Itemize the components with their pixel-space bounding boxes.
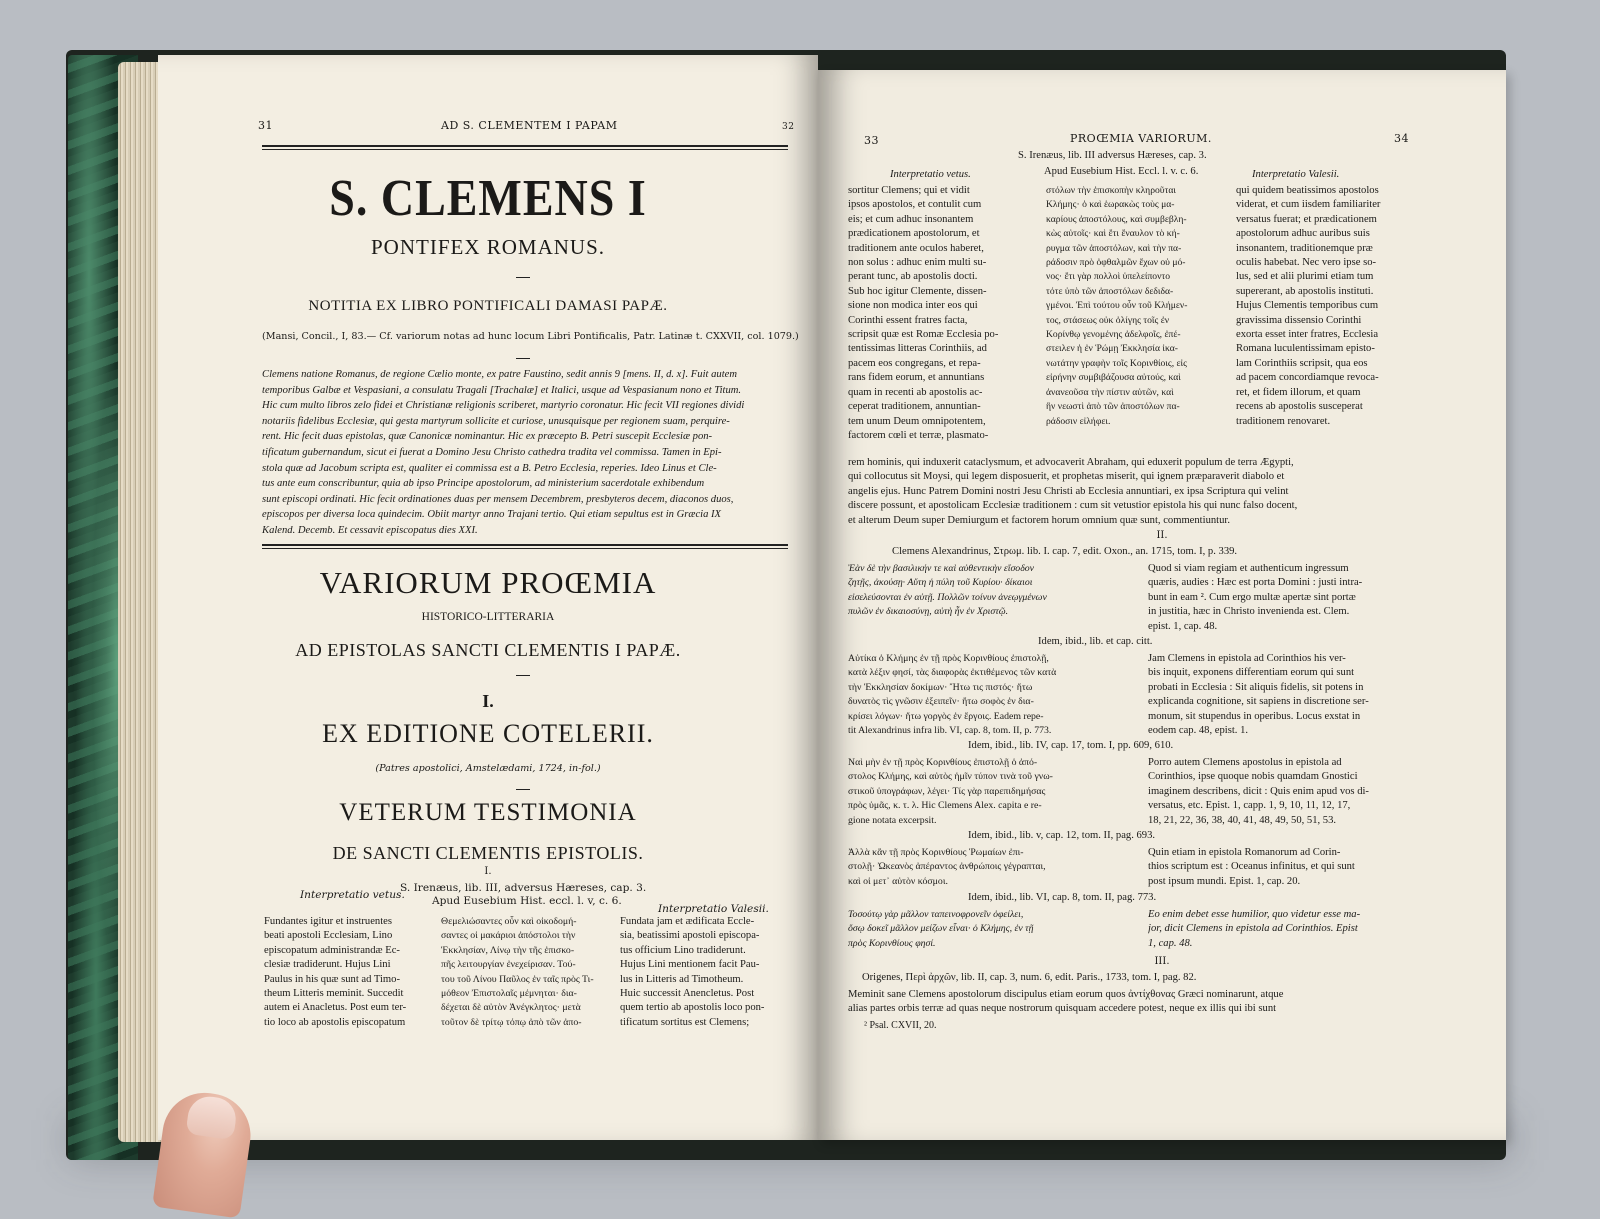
text-line: sione non modica inter eos qui [848, 300, 978, 312]
irenaeus-ref: S. Irenæus, lib. III, adversus Hæreses, cap. 3. [400, 882, 647, 894]
text-line: γμένοι. Ἐπὶ τούτου οὖν τοῦ Κλήμεν- [1046, 300, 1188, 312]
text-line: insonantem, traditionemque præ [1236, 242, 1373, 254]
interpretatio-vetus-label: Interpretatio vetus. [890, 169, 971, 180]
idem-ref-4: Idem, ibid., lib. VI, cap. 8, tom. II, pag. 773. [968, 892, 1157, 903]
text-line: traditionem ante oculos haberet, [848, 242, 984, 254]
text-line: τότε ὑπὸ τῶν ἀποστόλων δεδιδα- [1046, 285, 1174, 297]
idem-ref-3: Idem, ibid., lib. v, cap. 12, tom. II, pag. 693. [968, 830, 1156, 841]
text-line: Meminit sane Clemens apostolorum discipulus etiam eorum quos ἀντίχθονας Græci nominarunt, atque [848, 989, 1284, 1000]
divider [516, 358, 530, 359]
text-line: gravissima dissensio Corinthi [1236, 314, 1362, 326]
text-line: beati apostoli Ecclesiam, Lino [264, 930, 393, 942]
text-line: Corinthi essent fratres facta, [848, 314, 968, 326]
text-line: non solus : adhuc enim multi su- [848, 257, 987, 269]
text-line: Κλήμης· ὁ καὶ ἑωρακὼς τοὺς μα- [1046, 199, 1175, 211]
text-line: Romana luculentissimam episto- [1236, 343, 1375, 355]
text-line: Τοσούτῳ γὰρ μᾶλλον ταπεινοφρονεῖν ὀφείλει, [848, 909, 1024, 920]
text-line: monum, sit stupendus in operibus. Locus exstat in [1148, 710, 1361, 722]
text-line: στολῇ· Ὠκεανὸς ἀπέραντος ἀνθρώποις γέγραπται, [848, 861, 1046, 873]
text-line: Kalend. Decemb. Et cessavit episcopatus dies XXI. [262, 524, 478, 536]
text-line: in justitia, hæc in Christo invenienda est. Clem. [1148, 606, 1350, 618]
text-line: probati in Ecclesia : Sit aliquis fidelis, sit potens in [1148, 681, 1364, 693]
text-line: sunt episcopi ordinati. Hic fecit ordinationes duas per mensem Decembrem, presbyteros decem, diaconos duos, [262, 493, 734, 505]
page-number-left: 33 [864, 134, 879, 147]
text-line: δυνατὸς τὶς γνῶσιν ἐξειπεῖν· ἤτω σοφὸς ἐν δια- [848, 696, 1034, 708]
text-line: 1, cap. 48. [1148, 937, 1193, 949]
text-line: Sub hoc igitur Clemente, dissen- [848, 285, 987, 297]
section-number-iii: III. [1154, 956, 1170, 967]
text-line: Κορίνθῳ γενομένης ἀδελφοῖς, ἐπέ- [1046, 329, 1181, 341]
column-latin-valesii [1236, 184, 1412, 429]
text-line: στειλεν ἡ ἐν Ῥώμῃ Ἐκκλησία ἱκα- [1046, 343, 1178, 355]
text-line: apostolorum adhuc auribus suis [1236, 228, 1370, 240]
running-title: PROŒMIA VARIORUM. [1070, 132, 1212, 145]
text-line: factorem cœli et terræ, plasmato- [848, 429, 989, 441]
text-line: ret, et fidem illorum, et quam [1236, 386, 1361, 398]
text-line: clesiæ tradiderunt. Hujus Lini [264, 959, 391, 971]
text-line: lus, sed et alii plurimi etiam tum [1236, 271, 1374, 283]
running-title: AD S. CLEMENTEM I PAPAM [441, 119, 618, 132]
text-line: Quod si viam regiam et authenticum ingressum [1148, 563, 1349, 574]
text-line: στολος Κλήμης, καὶ αὐτὸς ἡμῖν τύπον τινὰ τοῦ γνω- [848, 771, 1053, 783]
origenes-ref: Origenes, Περὶ ἀρχῶν, lib. II, cap. 3, num. 6, edit. Paris., 1733, tom. I, pag. 82. [862, 972, 1197, 983]
right-page [818, 70, 1506, 1140]
text-line: et alterum Deum super Demiurgum et factorem horum omnium quæ sunt, commentiuntur. [848, 514, 1230, 526]
text-line: discere possunt, et apostolicam Ecclesiæ traditionem : cum sit vetustior epistola his qui nunc falso docent, [848, 500, 1298, 512]
text-line: qui collocutus sit Moysi, qui legem disposuerit, et prophetas miserit, qui ignem præparaverit diabolo et [848, 471, 1285, 483]
text-line: στικοῦ ὑπογράφων, λέγει· Τίς γὰρ παρεπιδημήσας [848, 785, 1046, 797]
text-line: Ἐὰν δὲ τὴν βασιλικήν τε καὶ αὐθεντικὴν εἴσοδον [848, 563, 1035, 574]
text-line: κὼς αὐτοῖς· καὶ ἔτι ἔναυλον τὸ κή- [1046, 228, 1180, 240]
text-line: ipsos apostolos, et contulit cum [848, 199, 982, 211]
irenaeus-ref: S. Irenæus, lib. III adversus Hæreses, cap. 3. [1018, 150, 1207, 161]
text-line: ἀνανεοῦσα τὴν πίστιν αὐτῶν, καὶ [1046, 386, 1174, 398]
section-number-ii: II. [1156, 530, 1168, 541]
greek-block-4 [848, 846, 1138, 889]
idem-ref-1: Idem, ibid., lib. et cap. citt. [1038, 636, 1153, 647]
text-line: theum Litteris meminit. Succedit [264, 988, 404, 1000]
text-line: Αὐτίκα ὁ Κλήμης ἐν τῇ πρὸς Κορινθίους ἐπιστολῇ, [848, 653, 1049, 664]
text-line: recens ab apostolis susceperat [1236, 401, 1363, 413]
text-line: Ναὶ μὴν ἐν τῇ πρὸς Κορινθίους ἐπιστολῇ ὁ ἀπό- [848, 757, 1038, 768]
text-line: πρὸς ὑμᾶς, κ. τ. λ. Hic Clemens Alex. capita e re- [848, 800, 1042, 812]
text-line: νωτάτην γραφὴν τοῖς Κορινθίοις, εἰς [1046, 357, 1187, 369]
text-line: Hic cum multo libros zelo fidei et Christianæ religionis scriberet, martyrio coronatur. Hic fecit VII regiones dividi [262, 400, 745, 412]
notitia-heading: NOTITIA EX LIBRO PONTIFICALI DAMASI PAPÆ. [308, 298, 668, 314]
greek-block-5 [848, 908, 1138, 951]
text-line: angelis ejus. Hunc Patrem Domini nostri Jesu Christi ab Ecclesia annuntiari, ex ipsa Scriptura qui velint [848, 485, 1289, 497]
subtitle: PONTIFEX ROMANUS. [370, 235, 606, 259]
page-number-left: 31 [258, 119, 273, 132]
latin-block-5 [1148, 908, 1412, 951]
text-line: quæris, audies : Hæc est porta Domini : justi intra- [1148, 577, 1363, 589]
text-line: eis; et cum adhuc insonantem [848, 213, 974, 225]
text-line: tus officium Lino tradiderunt. [620, 944, 746, 956]
text-line: Paulus in his quæ sunt ad Timo- [264, 973, 400, 985]
text-line: τοῦτον δὲ τρίτῳ τόπῳ ἀπὸ τῶν ἀπο- [441, 1016, 582, 1028]
text-line: πρὸς Κορινθίους φησί. [848, 937, 936, 949]
text-line: prædicationem apostolorum, et [848, 228, 980, 240]
latin-block-3 [1148, 756, 1412, 828]
text-line: scripsit quæ est Romæ Ecclesia po- [848, 329, 999, 341]
text-line: exorta esset inter fratres, Ecclesia [1236, 329, 1379, 341]
text-line: tio loco ab apostolis episcopatum [264, 1016, 406, 1028]
page-number-right: 32 [782, 122, 795, 132]
text-line: πῆς λειτουργίαν ἐνεχείρισαν. Τού- [441, 959, 576, 971]
text-line: ράδοσιν πρὸ ὀφθαλμῶν ἔχων οὐ μό- [1046, 257, 1186, 269]
text-line: versatus fuerat; et prædicationem [1236, 213, 1377, 225]
text-line: rem hominis, qui induxerit cataclysmum, et advocaverit Abraham, qui eduxerit populum de terra Ægypti, [848, 457, 1294, 468]
text-line: epist. 1, cap. 48. [1148, 620, 1218, 632]
text-line: καὶ οἱ μετ᾽ αὐτὸν κόσμοι. [848, 875, 948, 887]
latin-block-4 [1148, 846, 1412, 889]
text-line: Eo enim debet esse humilior, quo videtur esse ma- [1148, 909, 1361, 920]
proemia-sub1: HISTORICO-LITTERARIA [421, 611, 555, 623]
interpretatio-vetus-label: Interpretatio vetus. [300, 889, 405, 901]
text-line: Jam Clemens in epistola ad Corinthios his ver- [1148, 653, 1346, 664]
text-line: Huic successit Anencletus. Post [620, 988, 755, 1000]
text-line: bunt in eam ². Cum ergo multæ apertæ sint portæ [1148, 591, 1356, 603]
text-line: bis inquit, exponens differentiam eorum qui sunt [1148, 667, 1355, 679]
text-line: perant tunc, ab apostolis docti. [848, 271, 978, 283]
text-line: καρίους ἀποστόλους, καὶ συμβεβλη- [1046, 213, 1187, 225]
testimonia-number: I. [484, 866, 492, 877]
text-line: sortitur Clemens; qui et vidit [848, 185, 970, 196]
text-line: quam in recenti ab apostolis ac- [848, 386, 983, 398]
notitia-text [262, 367, 790, 539]
text-line: tus ante eum conscribuntur, quia ab ipso Principe apostolorum, ad ministerium sacerdotale exhibendum [262, 478, 705, 490]
text-line: Ἐκκλησίαν, Λίνῳ τὴν τῆς ἐπισκο- [441, 944, 575, 956]
testimonia-subtitle: DE SANCTI CLEMENTIS EPISTOLIS. [332, 843, 644, 863]
eusebius-ref: Apud Eusebium Hist. eccl. l. v, c. 6. [432, 895, 622, 907]
text-line: episcopos per diversa loca quindecim. Obiit martyr anno Trajani tertio. Qui etiam sepultus est in Græcia IX [262, 509, 722, 521]
text-line: ζητῇς, ἀκούσῃ· Αὕτη ἡ πύλη τοῦ Κυρίου· δίκαιοι [848, 577, 1033, 589]
text-line: notariis fidelibus Ecclesiæ, qui gesta martyrum sollicite et curiose, unusquisque per regionem suam, perquire- [262, 415, 730, 427]
text-line: thios scriptum est : Oceanus infinitus, et qui sunt [1148, 861, 1355, 873]
text-line: νος· ἔτι γὰρ πολλοὶ ὑπελείποντο [1046, 271, 1171, 283]
text-line: μόθεον Ἐπιστολαῖς μέμνηται· δια- [441, 988, 577, 1000]
text-line: tit Alexandrinus infra lib. VI, cap. 8, tom. II, p. 773. [848, 725, 1052, 737]
text-line: τος, στάσεως οὐκ ὀλίγης τοῖς ἐν [1046, 314, 1170, 326]
text-line: traditionem renovaret. [1236, 415, 1331, 427]
text-line: oculis habebat. Nec vero ipse so- [1236, 257, 1377, 269]
text-line: rent. Hic fecit duas epistolas, quæ Canonicæ nominantur. Hic ex præcepto B. Petri suscepit Ecclesiæ pon- [262, 431, 713, 443]
idem-ref-2: Idem, ibid., lib. IV, cap. 17, tom. I, pp. 609, 610. [968, 740, 1174, 751]
header-rule [262, 145, 788, 150]
column-greek [1046, 184, 1234, 429]
interpretatio-valesii-label: Interpretatio Valesii. [1252, 169, 1340, 180]
text-line: supererant, ab apostolis instituti. [1236, 285, 1374, 297]
text-line: alias partes orbis terræ ad quas neque nostrorum quisquam accedere potest, neque ex illis qui ibi sunt [848, 1003, 1277, 1015]
text-line: σαντες οἱ μακάριοι ἀπόστολοι τὴν [441, 930, 576, 942]
text-line: Corinthios, ipse quoque nobis quamdam Gnostici [1148, 771, 1358, 783]
greek-block-2 [848, 652, 1138, 738]
text-line: κατὰ λέξιν φησί, τὰς διαφορὰς ἐκτιθέμενος τῶν κατὰ [848, 667, 1057, 679]
proemia-sub2: AD EPISTOLAS SANCTI CLEMENTIS I PAPÆ. [295, 640, 681, 660]
text-line: κρίσει λόγων· ἤτω γοργὸς ἐν ἔργοις. Eadem repe- [848, 710, 1044, 722]
text-line: Hujus Lini mentionem facit Pau- [620, 959, 760, 971]
section-title: EX EDITIONE COTELERII. [322, 719, 654, 748]
text-line: του τοῦ Λίνου Παῦλος ἐν ταῖς πρὸς Τι- [441, 973, 594, 985]
text-line: εἰρήνην συμβιβάζουσα αὐτούς, καὶ [1046, 372, 1181, 384]
text-line: Θεμελιώσαντες οὖν καὶ οἰκοδομή- [441, 916, 577, 927]
text-line: tificatum gubernandum, sicut ei fuerat a Domino Jesu Christo cathedra tradita vel commissa. Tamen in Epi- [262, 446, 722, 458]
page-title: S. CLEMENS I [329, 168, 647, 227]
final-text [848, 988, 1428, 1017]
eusebius-ref: Apud Eusebium Hist. Eccl. l. v. c. 6. [1044, 166, 1199, 177]
divider [516, 675, 530, 676]
text-line: δέχεται δὲ αὐτὸν Ἀνέγκλητος· μετὰ [441, 1002, 581, 1014]
column-latin-vetus [848, 184, 1044, 443]
text-line: qui quidem beatissimos apostolos [1236, 185, 1379, 196]
page-number-right: 34 [1394, 132, 1409, 145]
text-line: quem tertio ab apostolis loco pon- [620, 1002, 765, 1014]
text-line: tentissimas litteras Corinthiis, ad [848, 343, 987, 355]
text-line: Hujus Clementis temporibus cum [1236, 300, 1379, 312]
text-line: ρυγμα τῶν ἀποστόλων, καὶ τὴν πα- [1046, 242, 1182, 254]
text-line: Ἀλλὰ κἂν τῇ πρὸς Κορινθίους Ῥωμαίων ἐπι- [848, 847, 1024, 858]
text-line: tificatum sortitus est Clemens; [620, 1016, 750, 1028]
text-line: temporibus Galbæ et Vespasiani, a consulatu Tragali [Trachalæ] et Italici, usque ad Vespasianum nono et Titum. [262, 384, 742, 396]
text-line: 18, 21, 22, 36, 38, 40, 41, 48, 49, 50, 51, 53. [1148, 814, 1337, 826]
left-page [158, 55, 818, 1140]
column-latin-vetus [264, 915, 432, 1030]
text-line: pacem eos congregans, et repa- [848, 357, 981, 369]
clemens-alexandrinus-ref: Clemens Alexandrinus, Στρωμ. lib. I. cap. 7, edit. Oxon., an. 1715, tom. I, p. 339. [892, 546, 1238, 557]
text-line: τὴν Ἐκκλησίαν δοκίμων· Ἤτω τις πιστός· ἤτω [848, 681, 1033, 693]
text-line: ὅσῳ δοκεῖ μᾶλλον μείζων εἶναι· ὁ Κλήμης, ἐν τῇ [848, 923, 1034, 935]
text-line: post ipsum mundi. Epist. 1, cap. 20. [1148, 875, 1301, 887]
testimonia-title: VETERUM TESTIMONIA [339, 799, 637, 826]
latin-block-1 [1148, 562, 1412, 634]
section-rule [262, 544, 788, 549]
greek-block-3 [848, 756, 1138, 828]
text-line: lam Corinthiis scripsit, qua eos [1236, 357, 1368, 369]
text-line: πυλῶν ἐν δικαιοσύνῃ, αὐτὴ ἦν ἐν Χριστῷ. [848, 606, 1009, 618]
text-line: Clemens natione Romanus, de regione Cælio monte, ex patre Faustino, sedit annis 9 [mens. II, d. x]. Fuit autem [262, 369, 737, 380]
full-width-text [848, 456, 1412, 528]
proemia-title: VARIORUM PROŒMIA [319, 565, 657, 600]
text-line: Fundantes igitur et instruentes [264, 916, 392, 927]
latin-block-2 [1148, 652, 1412, 738]
text-line: versatus, etc. Epist. 1, capp. 1, 9, 10, 11, 12, 17, [1148, 800, 1351, 812]
text-line: ἣν νεωστὶ ἀπὸ τῶν ἀποστόλων πα- [1046, 401, 1180, 413]
column-greek [441, 915, 613, 1030]
text-line: viderat, et cum iisdem familiariter [1236, 199, 1381, 211]
text-line: Porro autem Clemens apostolus in epistola ad [1148, 757, 1342, 768]
text-line: ράδοσιν εἰλήφει. [1046, 415, 1111, 427]
text-line: sia, beatissimi apostoli episcopa- [620, 930, 760, 942]
divider [516, 277, 530, 278]
text-line: imaginem describens, dicit : Quis enim apud vos di- [1148, 785, 1369, 797]
text-line: gione notata excerpsit. [848, 814, 937, 826]
section-ref: (Patres apostolici, Amstelædami, 1724, in-fol.) [375, 763, 601, 774]
text-line: rans fidem eorum, et annuntians [848, 372, 985, 384]
interpretatio-valesii-label: Interpretatio Valesii. [658, 903, 769, 915]
text-line: jor, dicit Clemens in epistola ad Corinthios. Epist [1148, 923, 1358, 935]
text-line: eodem cap. 48, epist. 1. [1148, 725, 1249, 737]
text-line: ad pacem concordiamque revoca- [1236, 372, 1379, 384]
text-line: εἰσελεύσονται ἐν αὐτῇ. Πολλῶν τοίνυν ἀνεῳγμένων [848, 591, 1047, 603]
divider [516, 789, 530, 790]
text-line: tem unum Deum omnipotentem, [848, 415, 986, 427]
text-line: explicanda cognitione, sit sapiens in discretione ser- [1148, 696, 1369, 708]
text-line: Fundata jam et ædificata Eccle- [620, 916, 755, 927]
text-line: Quin etiam in epistola Romanorum ad Corin- [1148, 847, 1341, 858]
text-line: episcopatum administrandæ Ec- [264, 944, 400, 956]
text-line: autem ei Anacletus. Post eum ter- [264, 1002, 407, 1014]
notitia-ref: (Mansi, Concil., I, 83.— Cf. variorum notas ad hunc locum Libri Pontificalis, Patr. Latinæ t. CXXVII, col. 1079.) [262, 331, 799, 342]
text-line: lus in Litteris ad Timotheum. [620, 973, 744, 985]
text-line: στόλων τὴν ἐπισκοπὴν κληροῦται [1046, 185, 1176, 196]
section-number: I. [482, 691, 494, 711]
greek-block-1 [848, 562, 1138, 620]
footnote: ² Psal. CXVII, 20. [864, 1020, 937, 1031]
column-latin-valesii [620, 915, 792, 1030]
text-line: stola quæ ad Jacobum scripta est, qualiter ei commissa est a B. Petro Ecclesia, reperies. Ideo Linus et Cle- [262, 462, 717, 474]
text-line: ceperat traditionem, annuntian- [848, 401, 981, 413]
